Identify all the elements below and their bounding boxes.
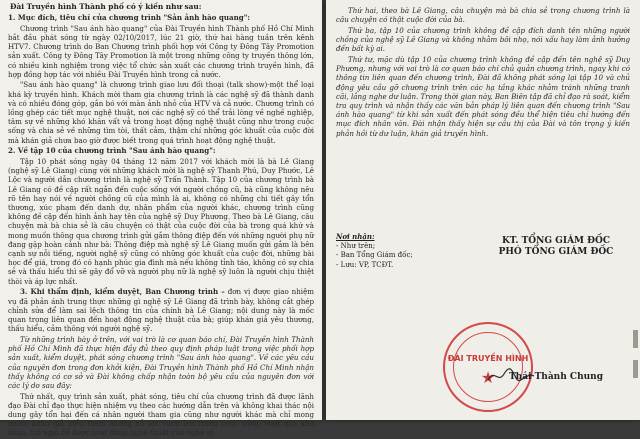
recipient-item: - Như trên; [336, 241, 376, 250]
signature-title-line-2: PHÓ TỔNG GIÁM ĐỐC [498, 247, 614, 257]
right-paragraph-3: Thứ tư, mặc dù tập 10 của chương trình không đề cập đến tên nghệ sỹ Duy Phương, nhưng với vai trò là cơ quan báo chí chủ quản chương trình, ngay khi có thông tin liên quan đến chương trình, Đài đã không phát sóng lại tập 10 và chủ động yêu cầu gỡ chương trình trên các hạ tầng khác nhằm tránh những tranh cãi, lắng nghe dư luận. Trong thời gian này, Ban Biên tập đã chỉ đạo rà soát, kiểm tra quy trình và nhận thấy các văn bản pháp lý liên quan đến chương trình "Sau ánh hào quang" từ khi sản xuất đến phát sóng đều thể hiện tiêu chí hướng đến mục đích nhân văn. Đài nhận thấy hiện sự cầu thị của Đài và tôn trọng ý kiến phản hồi từ dư luận, khán giả truyền hình. [336, 55, 630, 138]
signature-title-line-1: KT. TỔNG GIÁM ĐỐC [501, 236, 611, 246]
section-2-title: 2. Về tập 10 của chương trình "Sau ánh hào quang": [8, 146, 216, 156]
recipients-title: Nơi nhận: [336, 232, 375, 241]
recipient-item: - Lưu: VP, TCĐT. [336, 260, 394, 269]
page-edge-tab [633, 360, 638, 378]
seal-text: ĐÀI TRUYỀN HÌNH [447, 354, 529, 363]
signer-name: Thái Thành Chung [508, 372, 603, 382]
page-edge-tab [633, 330, 638, 348]
right-paragraph-1: Thứ hai, theo bà Lê Giang, câu chuyện mà bà chia sẻ trong chương trình là câu chuyện có thật cuộc đời của bà. [336, 6, 630, 25]
section-2-paragraph-1: Tập 10 phát sóng ngày 04 tháng 12 năm 2017 với khách mời là bà Lê Giang (nghệ sỹ Lê Giang) cùng với những khách mời là nghệ sỹ Thanh Phú, Duy Phước, Lê Lộc và người dẫn chương trình là nghệ sỹ Trấn Thành. Tập 10 của chương trình bà Lê Giang có đề cập rất ngắn đến cuộc sống với người chồng cũ, bà cũng không nêu rõ tên hay nói về người chồng cũ của mình là ai, không có những chi tiết gây tổn thương, xúc phạm đến danh dự, nhân phẩm của người khác, chương trình cũng không đề cập đến hình ảnh hay tên của nghệ sỹ Duy Phương. Theo bà Lê Giang, câu chuyện mà bà chia sẻ là câu chuyện có thật của cuộc đời của bà trong quá khứ và mong muốn thông qua chương trình gửi gắm thông điệp đến với những người phụ nữ đang gặp hoàn cảnh như bà: Thông điệp mà nghệ sỹ Lê Giang muốn gửi gắm là bên cạnh sự nỗi tiếng, người nghệ sỹ cũng có những góc khuất của cuộc đời, những bài học để giá, trong đó có hạnh phúc gia đình mà nếu không tỉnh táo, không có sự chia sẻ và thấu hiểu thì sẽ gây đổ vỡ và người phụ nữ là nghệ sỹ luôn là người chịu thiệt thòi và áp lực nhất. [8, 157, 314, 286]
document-page-right [326, 0, 640, 420]
signature-title-block [476, 236, 636, 258]
section-3-paragraph-3: Thứ nhất, quy trình sản xuất, phát sóng, tiêu chí của chương trình đã được lãnh đạo Đài chỉ đạo thực hiện nhiệm vụ theo các hướng dẫn trên và không khai thác nội dung gây tổn hại đến cá nhân người tham gia cũng như người khác mà chỉ mong muốn khán giả hiểu thêm những nỗ lực vươn lên trong cuộc sống, vượt qua khó khăn, trở ngại để được hoạt động nghệ thuật của nghệ sỹ. [8, 391, 314, 438]
recipients-block [336, 232, 413, 270]
section-3-paragraph-1: đơn vị được giao nhiệm vụ đã phản ánh trung thực những gì nghệ sỹ Lê Giang đã trình bày, không cắt ghép chỉnh sửa để làm sai lệch thông tin của chính bà Lê Giang; nội dung này là mốc quan trọng liên quan đến hoạt động nghệ thuật của bà; giúp khán giả yêu thương, thấu hiểu, cảm thông với người nghệ sỹ. [8, 287, 314, 334]
section-3-paragraph-2: Từ những trình bày ở trên, với vai trò là cơ quan báo chí, Đài Truyền hình Thành phố Hồ Chí Minh đã thực hiện đầy đủ theo quy định pháp luật trong việc phối hợp sản xuất, kiểm duyệt, phát sóng chương trình "Sau ánh hào quang". Về các yêu cầu của nguyên đơn trong đơn khởi kiện, Đài Truyền hình Thành phố Hồ Chí Minh nhận thấy không có cơ sở và Đài không chấp nhận toàn bộ yêu cầu của nguyên đơn với các lý do sau đây: [8, 334, 314, 390]
star-icon: ★ [480, 368, 496, 387]
section-1-paragraph-2: "Sau ánh hào quang" là chương trình giao lưu đối thoại (talk show)-một thể loại khá kỳ truyền hình. Khách mời tham gia chương trình là các nghệ sỹ đã thành danh và có nhiều đóng góp, gắn bó với màn ảnh nhỏ của HTV và cả nước. Chương trình có lồng ghép các tiết mục nghệ thuật, nơi các nghệ sỹ có thể trải lòng về nghề nghiệp, tâm sự về những khó khăn vất vả trong hoạt động nghệ thuật cũng như trong cuộc sống và chia sẻ về những tìm tòi, thất cảm, thậm chí những góc khuất của cuộc đời mà khán giả chưa bao giờ được biết trong quá trình hoạt động nghệ thuật. [8, 80, 314, 145]
right-body [336, 6, 630, 139]
section-1-title: 1. Mục đích, tiêu chí của chương trình "Sản ảnh hào quang": [8, 13, 251, 22]
section-1-paragraph-1: Chương trình "Sau ánh hào quang" của Đài Truyền hình Thành phố Hồ Chí Minh bắt đầu phát sóng từ ngày 02/10/2017, lúc 21 giờ, thứ hai hàng tuần trên kênh HTV7. Chương trình do Ban Chương trình phối hợp với Công ty Đông Tây Promotion sản xuất. Công ty Đông Tây Promotion là một trong những công ty truyền thông lớn, có nhiều kinh nghiệm trong việc tổ chức sản xuất các chương trình truyền hình, đã hợp đồng hợp tác với nhiều Đài Truyền hình trong cả nước. [8, 23, 314, 79]
recipient-item: - Ban Tổng Giám đốc; [336, 251, 413, 259]
left-body [8, 13, 314, 439]
section-3-title: 3. Khi thẩm định, kiểm duyệt, Ban Chương trình – [20, 287, 225, 297]
page-heading: Đài Truyền hình Thành phố có ý kiến như sau: [10, 2, 202, 11]
right-paragraph-2: Thứ ba, tập 10 của chương trình không đề cập đích danh tên những người chồng của nghệ sỹ Lê Giang và không nhằm bôi nhọ, nói xấu hay làm ảnh hưởng đến bất kỳ ai. [336, 25, 630, 54]
